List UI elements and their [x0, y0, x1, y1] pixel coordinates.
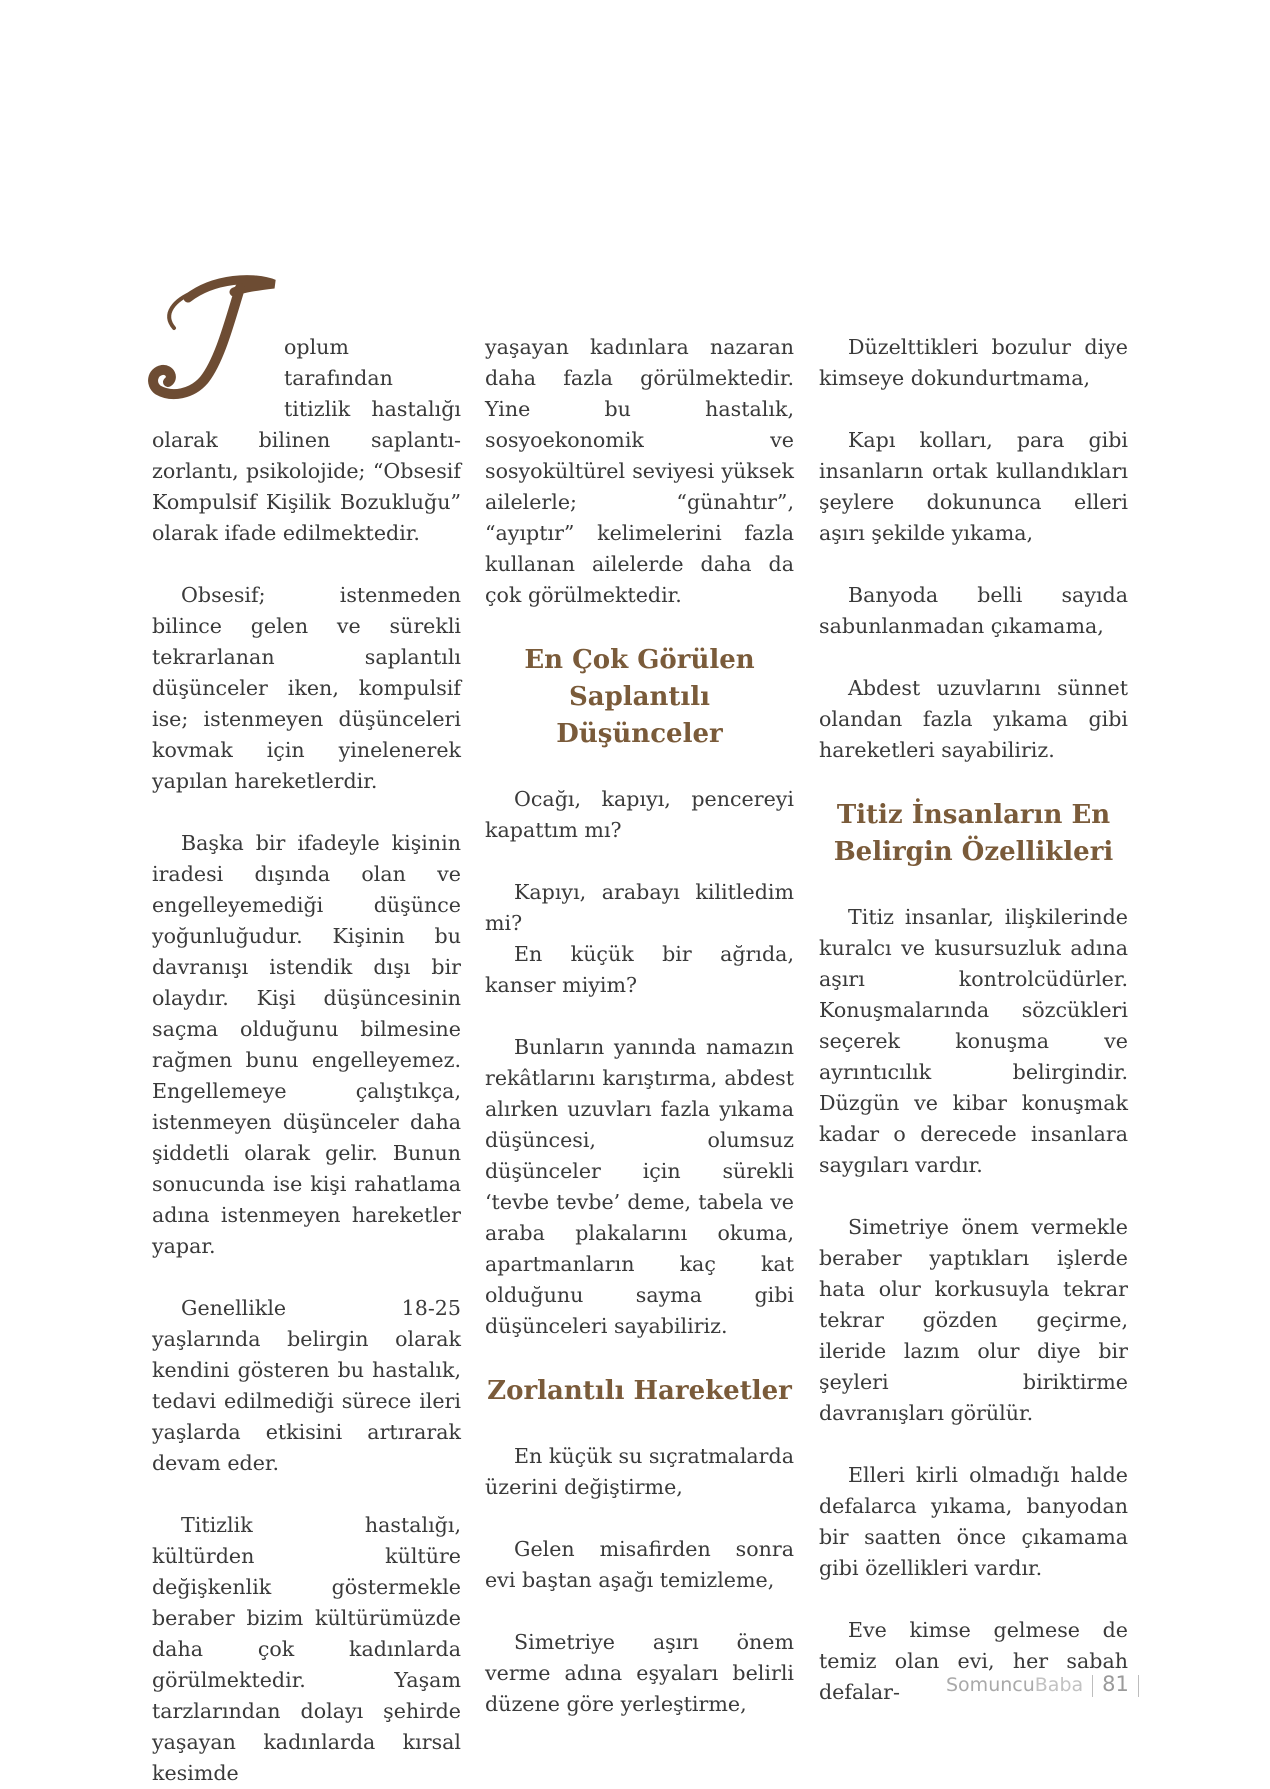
- paragraph: Obsesif; istenmeden bilince gelen ve sürekli tekrarlanan saplantılı düşünceler iken, kompulsif ise; istenmeyen düşünceleri kovmak için yinelenerek yapılan hareketlerdir.: [152, 583, 461, 793]
- article-column-1: [152, 332, 461, 1789]
- paragraph: oplum tarafından titizlik hastalığı olarak bilinen saplantı-zorlantı, psikolojide; “Obsesif Kompulsif Kişilik Bozukluğu” olarak ifade edilmektedir.: [152, 335, 461, 545]
- paragraph: Titiz insanlar, ilişkilerinde kuralcı ve kusursuzluk adına aşırı kontrolcüdürler. Konuşmalarında sözcükleri seçerek konuşma ve ayrıntıcılık belirgindir. Düzgün ve kibar konuşmak kadar o derecede insanlara saygıları vardır.: [819, 905, 1128, 1177]
- paragraph: Düzelttikleri bozulur diye kimseye dokundurtmama,: [819, 335, 1128, 390]
- paragraph: Kapı kolları, para gibi insanların ortak kullandıkları şeylere dokununca elleri aşırı şekilde yıkama,: [819, 428, 1128, 545]
- article-column-2: [485, 332, 794, 1720]
- paragraph: Gelen misafirden sonra evi baştan aşağı temizleme,: [485, 1537, 794, 1592]
- article-column-3: [819, 332, 1128, 1708]
- section-heading: En Çok Görülen Saplantılı Düşünceler: [524, 645, 755, 749]
- section-heading: Titiz İnsanların En Belirgin Özellikleri: [833, 800, 1114, 867]
- brand-part-1: Somuncu: [946, 1674, 1035, 1696]
- paragraph: Kapıyı, arabayı kilitledim mi?: [485, 880, 794, 935]
- paragraph: Eve kimse gelmese de temiz olan evi, her sabah defalar-: [819, 1618, 1128, 1704]
- paragraph: Ocağı, kapıyı, pencereyi kapattım mı?: [485, 787, 794, 842]
- footer-divider: [1138, 1675, 1139, 1697]
- paragraph: Genellikle 18-25 yaşlarında belirgin olarak kendini gösteren bu hastalık, tedavi edilmediği sürece ileri yaşlarda etkisini artırarak devam eder.: [152, 1296, 461, 1475]
- page-footer: [946, 1669, 1148, 1699]
- paragraph: Bunların yanında namazın rekâtlarını karıştırma, abdest alırken uzuvları fazla yıkama düşüncesi, olumsuz düşünceler için sürekli ‘tevbe tevbe’ deme, tabela ve araba plakalarını okuma, apartmanların kaç kat olduğunu sayma gibi düşünceleri sayabiliriz.: [485, 1035, 794, 1338]
- paragraph: Simetriye aşırı önem verme adına eşyaları belirli düzene göre yerleştirme,: [485, 1630, 794, 1716]
- paragraph: Titizlik hastalığı, kültürden kültüre değişkenlik göstermekle beraber bizim kültürümüzde daha çok kadınlarda görülmektedir. Yaşam tarzlarından dolayı şehirde yaşayan kadınlarda kırsal kesimde: [152, 1513, 461, 1785]
- paragraph: yaşayan kadınlara nazaran daha fazla görülmektedir. Yine bu hastalık, sosyoekonomik ve sosyokültürel seviyesi yüksek ailelerle; “günahtır”, “ayıptır” kelimelerini fazla kullanan ailelerde daha da çok görülmektedir.: [485, 335, 794, 607]
- paragraph: En küçük su sıçratmalarda üzerini değiştirme,: [485, 1444, 794, 1499]
- paragraph: Abdest uzuvlarını sünnet olandan fazla yıkama gibi hareketleri sayabiliriz.: [819, 676, 1128, 762]
- magazine-brand: [946, 1674, 1083, 1696]
- paragraph: Banyoda belli sayıda sabunlanmadan çıkamama,: [819, 583, 1128, 638]
- section-heading: Zorlantılı Hareketler: [487, 1376, 792, 1406]
- paragraph: Başka bir ifadeyle kişinin iradesi dışında olan ve engelleyemediği düşünce yoğunluğudur. Kişinin bu davranışı istendik dışı bir olaydır. Kişi düşüncesinin saçma olduğunu bilmesine rağmen bunu engelleyemez. Engellemeye çalıştıkça, istenmeyen düşünceler daha şiddetli olarak gelir. Bunun sonucunda ise kişi rahatlama adına istenmeyen hareketler yapar.: [152, 831, 461, 1258]
- drop-cap-letter: [144, 270, 276, 406]
- paragraph: Elleri kirli olmadığı halde defalarca yıkama, banyodan bir saatten önce çıkamama gibi özellikleri vardır.: [819, 1463, 1128, 1580]
- footer-divider: [1092, 1675, 1093, 1697]
- paragraph: En küçük bir ağrıda, kanser miyim?: [485, 942, 794, 997]
- page-number: 81: [1102, 1672, 1129, 1696]
- paragraph: Simetriye önem vermekle beraber yaptıkları işlerde hata olur korkusuyla tekrar tekrar gözden geçirme, ileride lazım olur diye bir şeyleri biriktirme davranışları görülür.: [819, 1215, 1128, 1425]
- brand-part-2: Baba: [1034, 1674, 1084, 1696]
- drop-cap: [144, 270, 276, 406]
